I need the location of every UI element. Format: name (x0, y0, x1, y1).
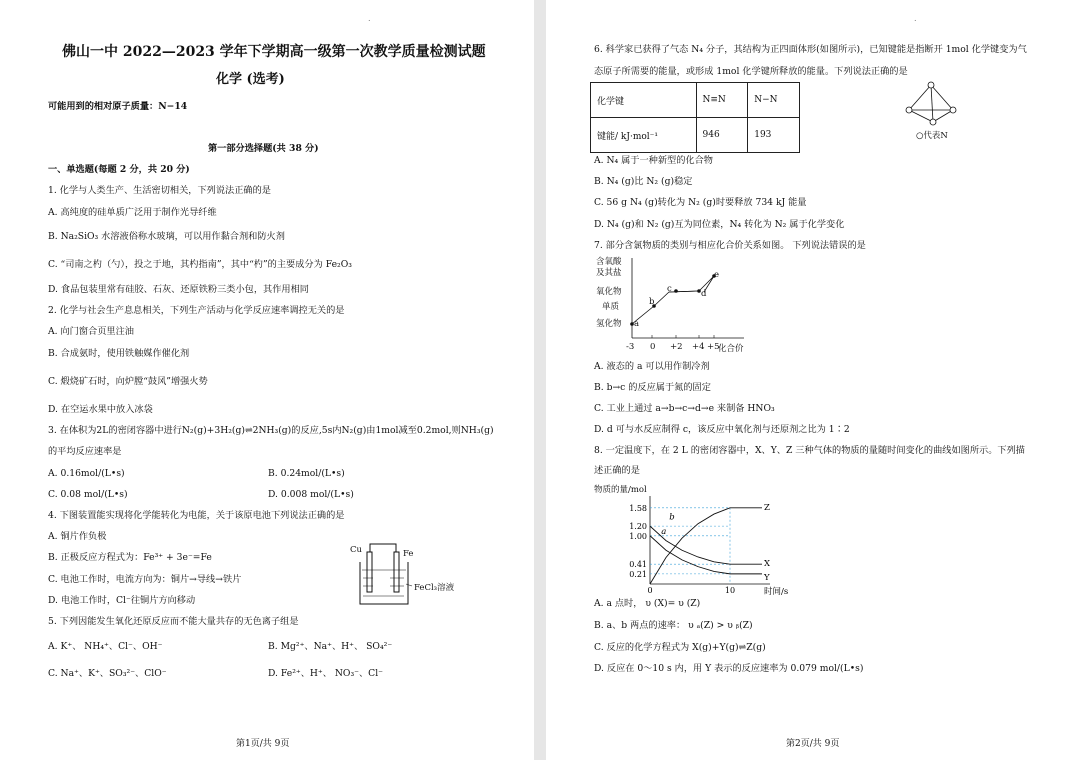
exam-subtitle: 化学 (选考) (216, 72, 285, 87)
fe-electrode-label: Fe (403, 549, 414, 559)
q2-option-c: C. 煅烧矿石时，向炉膛“鼓风”增强火势 (48, 376, 208, 387)
q2-option-a: A. 向门窗合页里注油 (48, 326, 134, 337)
point-label-d: d (701, 289, 707, 299)
y-label-salt: 及其盐 (596, 268, 622, 278)
y-label-hydride: 氢化物 (596, 319, 622, 329)
part-title: 第一部分选择题(共 38 分) (208, 143, 319, 154)
q5-option-a: A. K⁺、 NH₄⁺、Cl⁻、OH⁻ (48, 641, 163, 652)
q8-stem: 8. 一定温度下，在 2 L 的密闭容器中，X、Y、Z 三种气体的物质的量随时间变化的曲线如图所示。下列描 (594, 445, 1025, 456)
x-tick-label: 0 (647, 586, 653, 595)
q7-option-c: C. 工业上通过 a→b→c→d→e 来制备 HNO₃ (594, 403, 775, 414)
chart-ylabel: 物质的量/mol (594, 485, 647, 495)
cu-electrode-label: Cu (350, 545, 362, 555)
q8-stem-cont: 述正确的是 (594, 465, 640, 476)
q7-stem: 7. 部分含氯物质的类别与相应化合价关系如图。 下列说法错误的是 (594, 240, 866, 251)
q6-option-d: D. N₄ (g)和 N₂ (g)互为同位素，N₄ 转化为 N₂ 属于化学变化 (594, 219, 845, 230)
q7-option-b: B. b→c 的反应属于氮的固定 (594, 382, 711, 393)
q7-option-a: A. 液态的 a 可以用作制冷剂 (594, 361, 710, 372)
page-mark: . (914, 14, 917, 23)
q5-stem: 5. 下列因能发生氧化还原反应而不能大量共存的无色离子组是 (48, 616, 299, 627)
atomic-mass-note: 可能用到的相对原子质量：N−14 (48, 101, 188, 112)
q8-option-c: C. 反应的化学方程式为 X(g)+Y(g)⇌Z(g) (594, 642, 766, 653)
q3-option-a: A. 0.16mol/(L•s) (48, 468, 125, 479)
bond-energy-table (590, 82, 800, 153)
q4-option-c: C. 电池工作时，电流方向为：铜片→导线→铁片 (48, 574, 242, 585)
q6-stem: 6. 科学家已获得了气态 N₄ 分子，其结构为正四面体形(如图所示)，已知键能是指断开 1mol 化学键变为气 (594, 44, 1027, 55)
n4-legend: ○代表N (916, 131, 948, 141)
amount-time-chart (592, 480, 822, 598)
series-line (650, 508, 762, 584)
y-tick-label: 1.00 (629, 531, 647, 541)
annotation-a: a (661, 526, 667, 537)
x-tick-label: 10 (724, 586, 736, 595)
q5-option-b: B. Mg²⁺、Na⁺、H⁺、 SO₄²⁻ (268, 641, 393, 652)
q6-option-a: A. N₄ 属于一种新型的化合物 (594, 155, 713, 166)
page-mark: . (368, 14, 371, 23)
q5-option-d: D. Fe²⁺、H⁺、 NO₃⁻、Cl⁻ (268, 668, 383, 679)
exam-title: 佛山一中 2022—2023 学年下学期高一级第一次教学质量检测试题 (62, 44, 486, 60)
table-cell: 193 (748, 118, 800, 153)
point-label-e: e (714, 270, 720, 280)
chlorine-valence-diagram (594, 254, 784, 358)
y-tick-label: 1.58 (629, 503, 647, 513)
table-cell: 946 (696, 118, 748, 153)
q1-option-d: D. 食品包装里常有硅胶、石灰、还原铁粉三类小包，其作用相同 (48, 284, 309, 295)
q4-option-b: B. 正极反应方程式为：Fe³⁺ + 3e⁻=Fe (48, 552, 212, 563)
q8-option-d: D. 反应在 0～10 s 内，用 Y 表示的反应速率为 0.079 mol/(L•s) (594, 663, 864, 674)
q5-option-c: C. Na⁺、K⁺、SO₃²⁻、ClO⁻ (48, 668, 167, 679)
q4-option-a: A. 铜片作负极 (48, 531, 107, 542)
y-tick-label: 1.20 (629, 522, 647, 532)
x-tick: -3 (626, 342, 635, 352)
x-axis-label: 化合价 (718, 344, 744, 354)
table-row (591, 118, 800, 153)
q6-option-b: B. N₄ (g)比 N₂ (g)稳定 (594, 176, 693, 187)
y-label-oxide: 氧化物 (596, 287, 622, 297)
q3-stem-cont: 的平均反应速率是 (48, 446, 122, 457)
q8-option-b: B. a、b 两点的速率： υ ₐ(Z) > υ ᵦ(Z) (594, 620, 753, 631)
section-title: 一、单选题(每题 2 分，共 20 分) (48, 164, 190, 175)
x-axis-label: 时间/s (764, 587, 789, 597)
q3-option-d: D. 0.008 mol/(L•s) (268, 489, 354, 500)
q8-option-a: A. a 点时， υ (X)= υ (Z) (594, 598, 701, 609)
q2-stem: 2. 化学与社会生产息息相关，下列生产活动与化学反应速率调控无关的是 (48, 305, 345, 316)
q4-stem: 4. 下图装置能实现将化学能转化为电能，关于该原电池下列说法正确的是 (48, 510, 345, 521)
q6-stem-cont: 态原子所需要的能量，或形成 1mol 化学键所释放的能量。下列说法正确的是 (594, 66, 908, 77)
page-footer: 第2页/共 9页 (786, 739, 840, 749)
point-label-b: b (649, 297, 655, 307)
exam-page-1 (0, 0, 534, 760)
series-label: Y (764, 572, 770, 583)
series-label: Z (764, 502, 770, 513)
exam-page-2 (546, 0, 1080, 760)
point-label-c: c (667, 284, 672, 294)
q2-option-b: B. 合成氨时，使用铁触媒作催化剂 (48, 348, 190, 359)
point-label-a: a (634, 319, 640, 329)
x-tick: +4 (692, 342, 705, 352)
y-tick-label: 0.41 (629, 560, 647, 570)
q7-option-d: D. d 可与水反应制得 c，该反应中氧化剂与还原剂之比为 1∶2 (594, 424, 850, 435)
x-tick: 0 (650, 342, 656, 352)
table-cell: 化学键 (591, 83, 697, 118)
x-tick: +5 (707, 342, 720, 352)
solution-label: FeCl₃溶液 (414, 583, 455, 593)
y-label-oxyacid: 含氧酸 (596, 257, 622, 267)
q3-stem: 3. 在体积为2L的密闭容器中进行N₂(g)+3H₂(g)⇌2NH₃(g)的反应,5s内N₂(g)由1mol减至0.2mol,则NH₃(g) (48, 425, 494, 436)
y-tick-label: 0.21 (629, 569, 647, 579)
q4-option-d: D. 电池工作时，Cl⁻往铜片方向移动 (48, 595, 196, 606)
y-label-element: 单质 (602, 302, 620, 312)
annotation-b: b (669, 512, 675, 523)
q1-option-b: B. Na₂SiO₃ 水溶液俗称水玻璃，可以用作黏合剂和防火剂 (48, 231, 285, 242)
table-header-row (591, 83, 800, 118)
page-footer: 第1页/共 9页 (236, 739, 290, 749)
table-cell: 键能/ kJ·mol⁻¹ (591, 118, 697, 153)
series-label: X (764, 559, 771, 570)
n4-tetrahedron-diagram (901, 80, 971, 130)
q2-option-d: D. 在空运水果中放入冰袋 (48, 404, 153, 415)
q1-option-c: C. “司南之杓（勺），投之于地，其杓指南”，其中“杓”的主要成分为 Fe₂O₃ (48, 259, 352, 270)
q1-stem: 1. 化学与人类生产、生活密切相关，下列说法正确的是 (48, 185, 271, 196)
table-cell: N−N (748, 83, 800, 118)
q3-option-c: C. 0.08 mol/(L•s) (48, 489, 128, 500)
q1-option-a: A. 高纯度的硅单质广泛用于制作光导纤维 (48, 207, 217, 218)
q6-option-c: C. 56 g N₄ (g)转化为 N₂ (g)时要释放 734 kJ 能量 (594, 197, 807, 208)
series-line (650, 526, 762, 564)
x-tick: +2 (670, 342, 683, 352)
table-cell: N≡N (696, 83, 748, 118)
q3-option-b: B. 0.24mol/(L•s) (268, 468, 345, 479)
